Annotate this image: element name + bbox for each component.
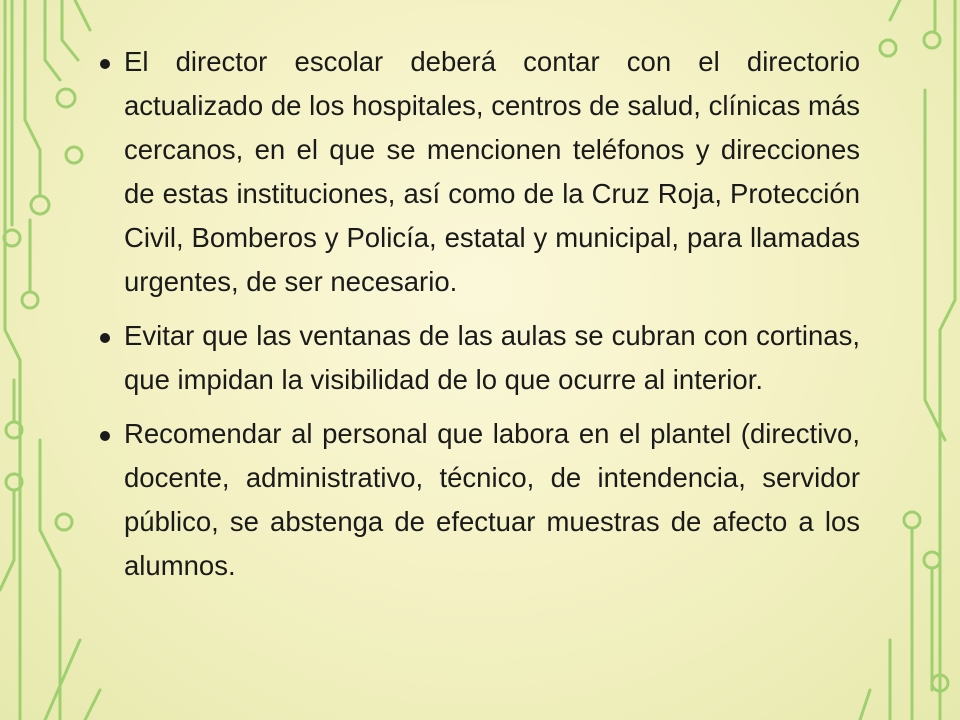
- bullet-text: Evitar que las ventanas de las aulas se cubran con cortinas, que impidan la visibilidad de lo que ocurre al interior.: [124, 320, 860, 395]
- bullet-marker: [100, 333, 110, 343]
- bullet-marker: [100, 59, 110, 69]
- bullet-item: [96, 40, 860, 304]
- bullet-text: Recomendar al personal que labora en el plantel (directivo, docente, administrativo, técnico, de intendencia, servidor público, se abstenga de efectuar muestras de afecto a los alumnos.: [124, 418, 860, 581]
- bullet-marker: [100, 431, 110, 441]
- bullet-list: [96, 40, 860, 598]
- bullet-item: [96, 412, 860, 588]
- bullet-item: [96, 314, 860, 402]
- bullet-text: El director escolar deberá contar con el directorio actualizado de los hospitales, centros de salud, clínicas más cercanos, en el que se mencionen teléfonos y direcciones de estas instituciones, así como de la Cruz Roja, Protección Civil, Bomberos y Policía, estatal y municipal, para llamadas urgentes, de ser necesario.: [124, 46, 860, 297]
